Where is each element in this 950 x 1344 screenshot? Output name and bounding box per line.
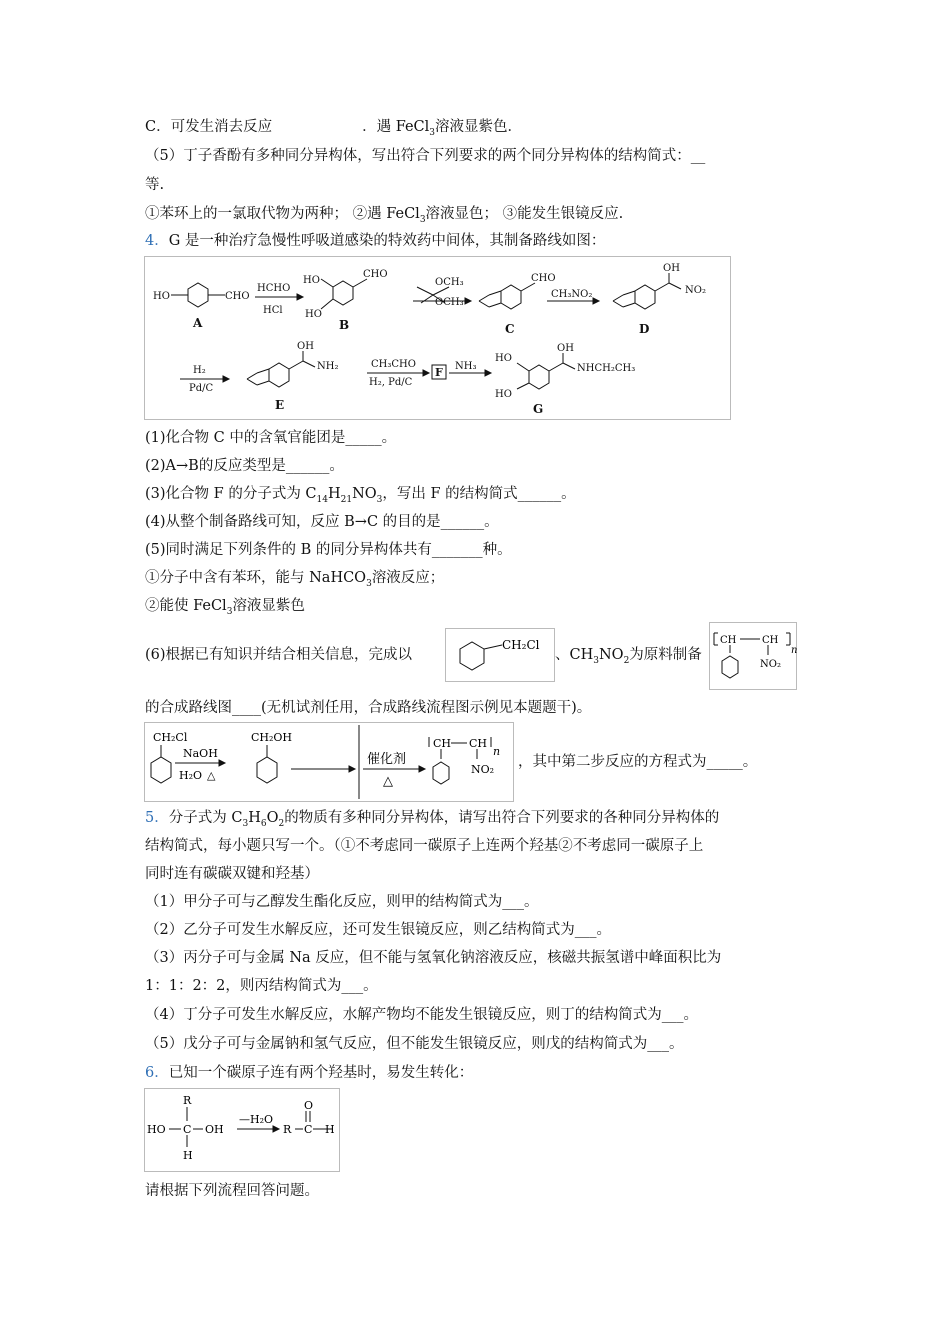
- b-ho2: HO: [305, 309, 322, 320]
- synthesis-route-diagram: [144, 722, 514, 802]
- d-no2: NO₂: [685, 285, 706, 296]
- polymer-ch2: CH: [762, 635, 779, 646]
- e-oh: OH: [297, 341, 314, 352]
- q5-sub2: （2）乙分子可发生水解反应，还可发生银镜反应，则乙结构简式为___。: [145, 922, 611, 938]
- q5-part5-cont: 等.: [145, 177, 165, 193]
- benzyl-chloride-structure: [445, 628, 555, 682]
- target-polymer-structure: [709, 622, 797, 690]
- a-ho: HO: [153, 291, 170, 302]
- closing-line: 请根据下列流程回答问题。: [145, 1183, 319, 1199]
- q4-part6-cont: 的合成路线图____(无机试剂任用，合成路线流程图示例见本题题干)。: [145, 700, 592, 716]
- question-5-stem: 5．分子式为 $C_3H_6O_2$的物质有多种同分异构体，请写出符合下列要求的各种同分异构体的: [145, 810, 720, 829]
- q5-sub5: （5）戊分子可与金属钠和氢气反应，但不能发生银镜反应，则戊的结构简式为___。: [145, 1036, 684, 1052]
- ald-r: R: [283, 1123, 292, 1136]
- label-g: G: [533, 402, 544, 416]
- route-ch2cl: CH₂Cl: [153, 731, 188, 744]
- q5-sub4: （4）丁分子可发生水解反应，水解产物均不能发生银镜反应，则丁的结构简式为___。: [145, 1007, 698, 1023]
- och3-2: OCH₃: [435, 297, 464, 308]
- reagent-hcho: HCHO: [257, 283, 291, 294]
- conditions-line: ①苯环上的一氯取代物为两种； ②遇 FeCl$_3$溶液显色； ③能发生银镜反应.: [145, 206, 624, 225]
- q5-sub3: （3）丙分子可与金属 Na 反应，但不能与氢氧化钠溶液反应，核磁共振氢谱中峰面积比为: [145, 950, 722, 966]
- q4-part6-tail: ，其中第二步反应的方程式为_____。: [518, 754, 758, 770]
- condition-2: ②能使 FeCl$_3$溶液显紫色: [145, 598, 305, 617]
- route-catalyst: 催化剂: [367, 752, 407, 767]
- q4-part1: (1)化合物 C 中的含氧官能团是_____。: [145, 430, 397, 446]
- polymer-no2: NO₂: [760, 659, 781, 670]
- d-oh: OH: [663, 263, 680, 274]
- q4-part6a: (6)根据已有知识并结合相关信息，完成以: [145, 647, 413, 663]
- question-5-line3: 同时连有碳碳双键和羟基）: [145, 866, 319, 882]
- c-cho: CHO: [531, 273, 556, 284]
- b-ho: HO: [303, 275, 320, 286]
- question-number: 5．: [145, 810, 169, 826]
- reagent-h2pdc: H₂, Pd/C: [369, 377, 413, 388]
- q4-part4: (4)从整个制备路线可知，反应 B→C 的目的是______。: [145, 514, 499, 530]
- route-no2: NO₂: [471, 763, 495, 776]
- g-nhet: NHCH₂CH₃: [577, 363, 636, 374]
- q4-part3: (3)化合物 F 的分子式为 $C_{14}H_{21}NO_3$，写出 F 的结构简式______。: [145, 486, 576, 505]
- diol-h: H: [183, 1149, 193, 1162]
- label-f: F: [435, 366, 443, 379]
- gem-diol-diagram: [144, 1088, 340, 1172]
- label-a: A: [193, 316, 203, 330]
- diol-r: R: [183, 1094, 192, 1107]
- reagent-h2: H₂: [193, 365, 206, 376]
- label-c: C: [505, 322, 515, 336]
- e-nh2: NH₂: [317, 361, 339, 372]
- option-c-line: C．可发生消去反应 ．遇 FeCl$_3$溶液显紫色．: [145, 119, 523, 138]
- minus-water: —H₂O: [239, 1113, 274, 1126]
- route-naoh: NaOH: [183, 747, 218, 760]
- route-h2o: H₂O: [179, 769, 203, 782]
- polymer-ch1: CH: [720, 635, 737, 646]
- reagent-hcl: HCl: [263, 305, 283, 316]
- ald-h: H: [325, 1123, 335, 1136]
- route-delta2: △: [383, 774, 393, 789]
- g-ho2: HO: [495, 389, 512, 400]
- q5-sub1: （1）甲分子可与乙醇发生酯化反应，则甲的结构简式为___。: [145, 894, 539, 910]
- reagent-nh3: NH₃: [455, 361, 477, 372]
- condition-1: ①分子中含有苯环，能与 NaHCO$_3$溶液反应；: [145, 570, 445, 589]
- route-ch2oh: CH₂OH: [251, 731, 293, 744]
- diol-oh: OH: [205, 1123, 224, 1136]
- question-number: 4．: [145, 233, 169, 249]
- q5-sub3-cont: 1：1：2：2，则丙结构简式为___。: [145, 978, 378, 994]
- g-oh: OH: [557, 343, 574, 354]
- ald-o: O: [304, 1099, 314, 1112]
- ald-c: C: [304, 1123, 313, 1136]
- q4-part5: (5)同时满足下列条件的 B 的同分异构体共有_______种。: [145, 542, 512, 558]
- route-delta: △: [207, 769, 216, 782]
- question-4-stem: 4．G 是一种治疗急慢性呼吸道感染的特效药中间体，其制备路线如图：: [145, 233, 606, 249]
- diol-c: C: [183, 1123, 192, 1136]
- q5-part5-line: （5）丁子香酚有多种同分异构体，写出符合下列要求的两个同分异构体的结构简式：__: [145, 148, 706, 164]
- och3-1: OCH₃: [435, 277, 464, 288]
- question-6-stem: 6．已知一个碳原子连有两个羟基时，易发生转化：: [145, 1065, 474, 1081]
- q4-part2: (2)A→B的反应类型是______。: [145, 458, 344, 474]
- polymer-n: n: [791, 645, 798, 656]
- q4-part6b: 、$CH_3NO_2$为原料制备: [555, 647, 702, 666]
- label-d: D: [639, 322, 650, 336]
- route-ch2: CH: [469, 737, 488, 750]
- question-5-line2: 结构简式，每小题只写一个。（①不考虑同一碳原子上连两个羟基②不考虑同一碳原子上: [145, 838, 704, 854]
- g-ho: HO: [495, 353, 512, 364]
- reagent-ch3cho: CH₃CHO: [371, 359, 416, 370]
- synthesis-scheme: [144, 256, 731, 420]
- ch2cl-label: CH₂Cl: [502, 638, 540, 652]
- label-e: E: [275, 398, 285, 412]
- diol-ho: HO: [147, 1123, 166, 1136]
- label-b: B: [339, 318, 350, 332]
- reagent-pdc: Pd/C: [189, 383, 214, 394]
- b-cho: CHO: [363, 269, 388, 280]
- reagent-ch3no2: CH₃NO₂: [551, 289, 593, 300]
- a-cho: CHO: [225, 291, 250, 302]
- question-number: 6．: [145, 1065, 169, 1081]
- route-n: n: [493, 745, 501, 758]
- route-ch1: CH: [433, 737, 452, 750]
